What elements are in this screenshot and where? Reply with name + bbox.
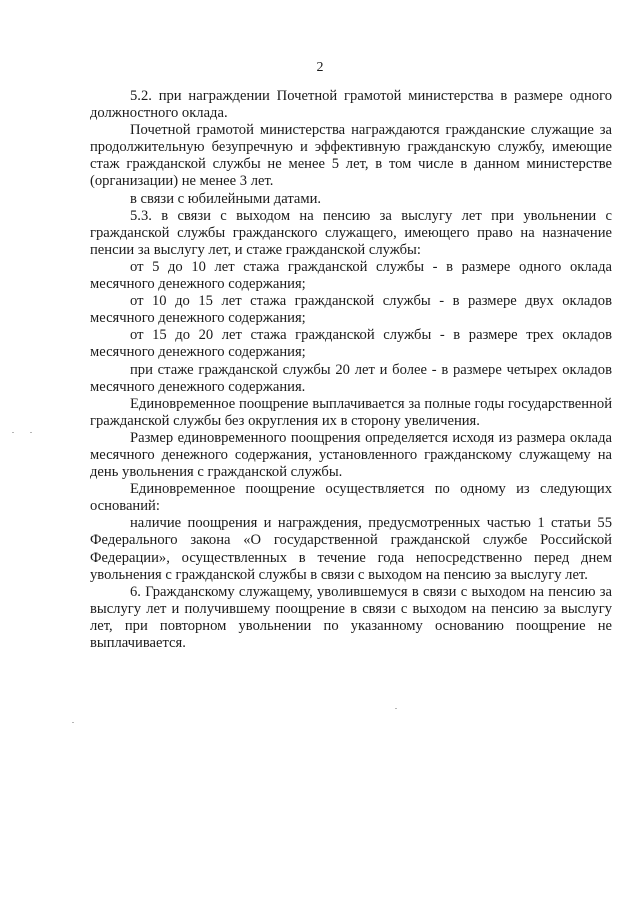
paragraph-tier-20-plus: при стаже гражданской службы 20 лет и более - в размере четырех окладов месячного денежного содержания. [90, 361, 612, 395]
scan-speck [30, 432, 32, 433]
document-body [90, 88, 612, 652]
paragraph-payment-rule: Единовременное поощрение выплачивается за полные годы государственной гражданской службы без округления их в сторону увеличения. [90, 395, 612, 429]
paragraph-5-2: 5.2. при награждении Почетной грамотой министерства в размере одного должностного оклада. [90, 88, 612, 122]
paragraph-grounds-item: наличие поощрения и награждения, предусмотренных частью 1 статьи 55 Федерального закона «О государственной гражданской службе Российской Федерации», осуществленных в течение года непосредственно перед днем увольнения с гражданской службы в связи с выходом на пенсию за выслугу лет. [90, 515, 612, 583]
paragraph-6: 6. Гражданскому служащему, уволившемуся в связи с выходом на пенсию за выслугу лет и получившему поощрение в связи с выходом на пенсию за выслугу лет, при повторном увольнении по указанному основанию поощрение не выплачивается. [90, 583, 612, 651]
paragraph-tier-5-10: от 5 до 10 лет стажа гражданской службы - в размере одного оклада месячного денежного содержания; [90, 258, 612, 293]
paragraph-amount-rule: Размер единовременного поощрения определяется исходя из размера оклада месячного денежного содержания, установленного гражданскому служащему на день увольнения с гражданской службы. [90, 429, 612, 481]
paragraph-anniversary: в связи с юбилейными датами. [130, 190, 322, 207]
scan-speck [72, 722, 74, 723]
paragraph-tier-10-15: от 10 до 15 лет стажа гражданской службы - в размере двух окладов месячного денежного содержания; [90, 293, 612, 327]
paragraph-certificate-criteria: Почетной грамотой министерства награждаются гражданские служащие за продолжительную безупречную и эффективную гражданскую службу, имеющие стаж гражданской службы не менее 5 лет, в том числе в данном министерстве (организации) не менее 3 лет. [90, 122, 612, 190]
paragraph-5-3: 5.3. в связи с выходом на пенсию за выслугу лет при увольнении с гражданской службы гражданского служащего, имеющего право на назначение пенсии за выслугу лет, и стаже гражданской службы: [90, 207, 612, 258]
paragraph-tier-15-20: от 15 до 20 лет стажа гражданской службы - в размере трех окладов месячного денежного содержания; [90, 327, 612, 361]
paragraph-grounds-intro: Единовременное поощрение осуществляется по одному из следующих оснований: [90, 481, 612, 515]
scan-speck [395, 708, 397, 709]
scan-speck [12, 432, 14, 433]
page-number: 2 [316, 60, 324, 75]
